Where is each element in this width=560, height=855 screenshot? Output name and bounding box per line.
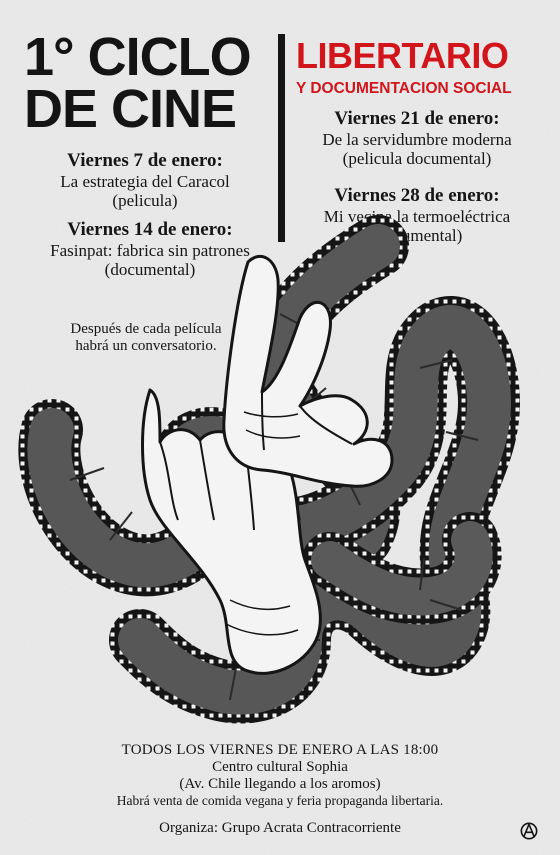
screening-date: Viernes 7 de enero:	[67, 150, 223, 171]
screening-kind: (documental)	[104, 260, 196, 279]
screening-date: Viernes 28 de enero:	[334, 185, 500, 206]
note-line: habrá un conversatorio.	[75, 338, 217, 354]
address-text: (Av. Chile llegando a los aromos)	[179, 776, 381, 792]
screening-film: Fasinpat: fabrica sin patrones	[50, 241, 250, 260]
screening-film: De la servidumbre moderna	[322, 130, 512, 149]
subtitle-documentacion: Y DOCUMENTACION SOCIAL	[296, 80, 512, 97]
screening-film: La estrategia del Caracol	[60, 172, 230, 191]
note-line: Después de cada película	[70, 321, 222, 337]
title-line-1: 1° CICLO	[24, 27, 251, 87]
title-line-2: DE CINE	[24, 79, 237, 139]
anarchy-icon	[520, 822, 538, 840]
screening-kind: (pelicula)	[112, 191, 178, 210]
extra-info-text: Habrá venta de comida vegana y feria propaganda libertaria.	[116, 793, 444, 808]
screening-date: Viernes 21 de enero:	[334, 108, 500, 129]
screening-film: Mi vecina la termoeléctrica	[323, 207, 511, 226]
screening-date: Viernes 14 de enero:	[67, 219, 233, 240]
subtitle-libertario: LIBERTARIO	[296, 35, 509, 76]
organizer-text: Organiza: Grupo Acrata Contracorriente	[159, 820, 401, 836]
venue-text: Centro cultural Sophia	[212, 759, 348, 775]
screening-kind: (pelicula documental)	[342, 149, 492, 168]
event-footer	[60, 742, 500, 809]
screening-kind: (documental)	[371, 226, 463, 245]
schedule-text: TODOS LOS VIERNES DE ENERO A LAS 18:00	[121, 742, 439, 758]
